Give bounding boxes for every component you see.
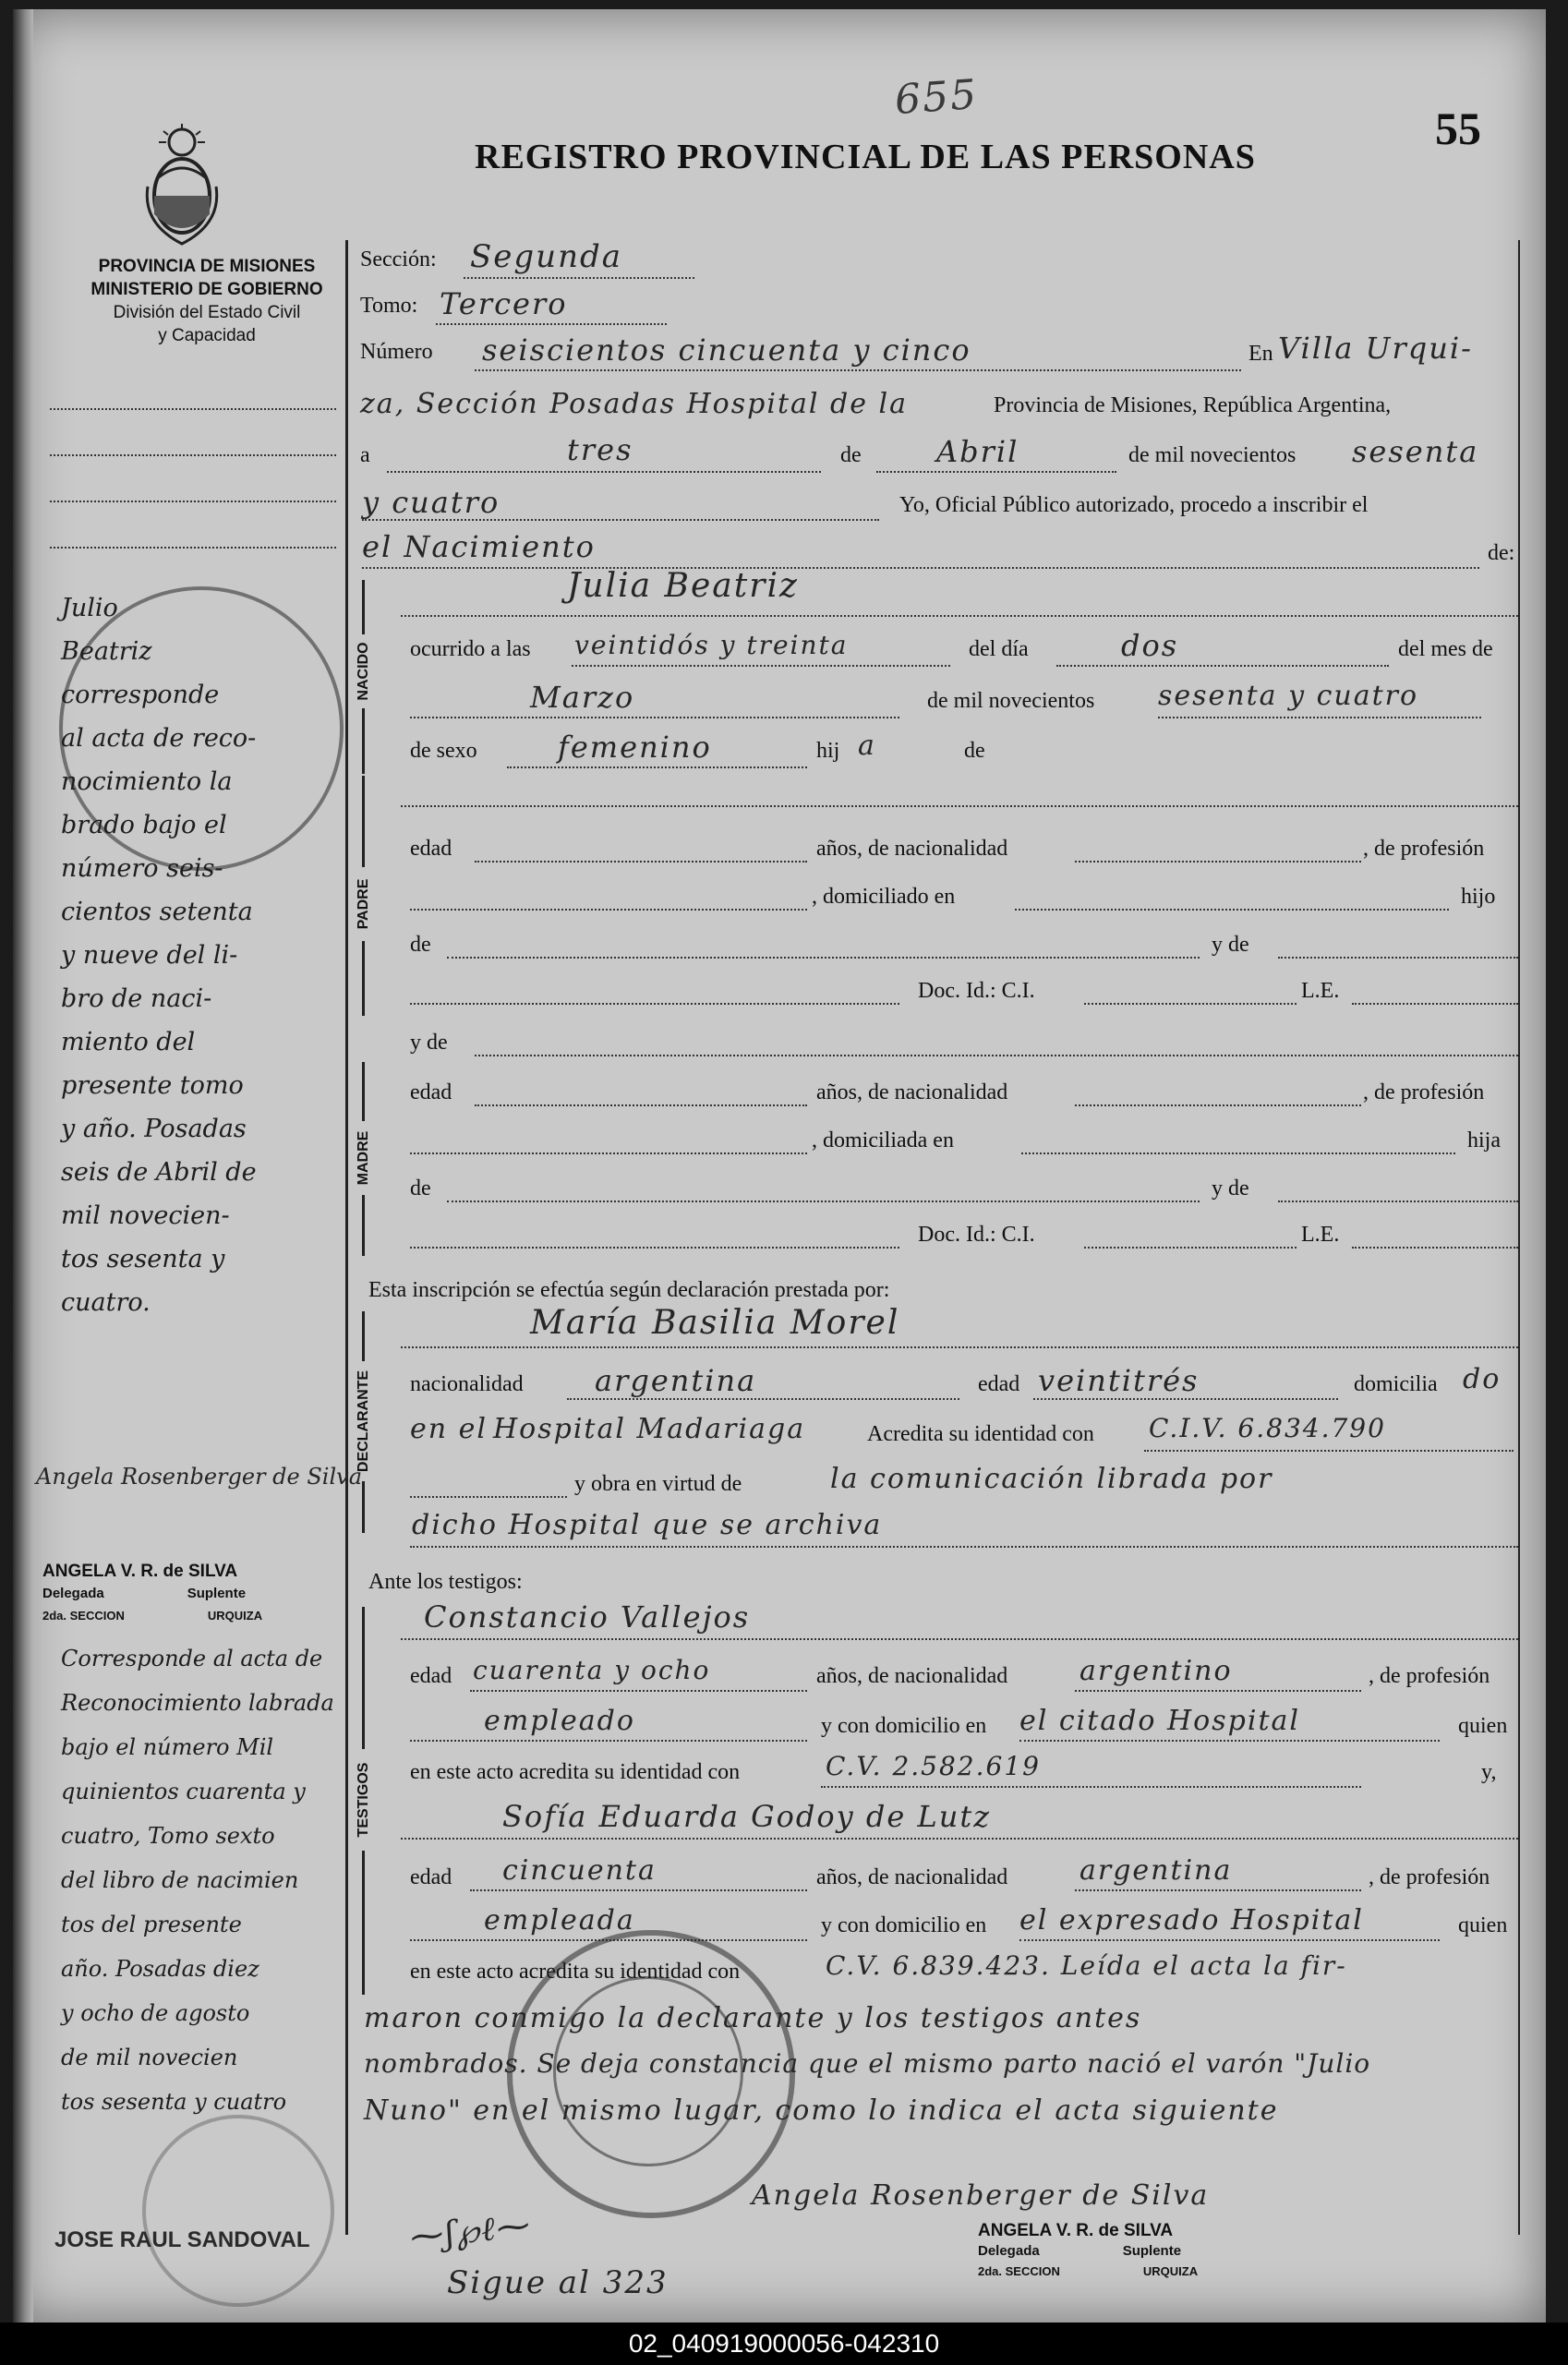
- madre-anios-label: años, de nacionalidad: [816, 1080, 1008, 1104]
- testigo1-anios-label: años, de nacionalidad: [816, 1664, 1008, 1688]
- testigo1-quien: quien: [1458, 1714, 1508, 1738]
- margin-signature-1: Angela Rosenberger de Silva: [36, 1464, 363, 1490]
- en-value: Villa Urqui-: [1278, 331, 1473, 366]
- closing-line-2: nombrados. Se deja constancia que el mismo parto nació el varón "Julio: [364, 2048, 1371, 2079]
- acredita-label: Acredita su identidad con: [867, 1422, 1094, 1446]
- tomo-label: Tomo:: [360, 294, 418, 318]
- numero-label: Número: [360, 340, 433, 364]
- testigo2-dom-label: y con domicilio en: [821, 1913, 987, 1937]
- testigo2-quien: quien: [1458, 1913, 1508, 1937]
- obra-value: la comunicación librada por: [830, 1463, 1273, 1495]
- sandoval-stamp: JOSE RAUL SANDOVAL: [54, 2227, 310, 2252]
- testigo1-name: Constancio Vallejos: [424, 1599, 751, 1635]
- de-label: de: [840, 443, 862, 467]
- hora-value: veintidós y treinta: [574, 630, 849, 660]
- stamp1-name: ANGELA V. R. de SILVA: [42, 1562, 238, 1581]
- del-mes-label: del mes de: [1398, 637, 1493, 661]
- testigos-label: TESTIGOS: [356, 1749, 372, 1851]
- a-label: a: [360, 443, 370, 467]
- officer-signature-scrawl: ⁓ʃ℘ℓ⁓: [408, 2206, 534, 2257]
- seccion-value: Segunda: [470, 238, 623, 275]
- domicilia-label: domicilia: [1354, 1372, 1438, 1396]
- padre-hijo-label: hijo: [1461, 885, 1496, 909]
- page-title: REGISTRO PROVINCIAL DE LAS PERSONAS: [475, 138, 1256, 176]
- book-binding: [13, 9, 33, 2323]
- margin-line: [50, 547, 336, 549]
- testigo1-edad-label: edad: [410, 1664, 452, 1688]
- padre-profesion-label: , de profesión: [1363, 837, 1485, 861]
- closing-line-1: maron conmigo la declarante y los testigos antes: [364, 2002, 1142, 2034]
- handwritten-ref-number: 655: [893, 70, 980, 125]
- domicilio-value: Hospital Madariaga: [493, 1413, 806, 1445]
- office-line-3: División del Estado Civil: [113, 303, 301, 322]
- madre-section: [355, 1062, 377, 1256]
- testigo2-edad-value: cincuenta: [502, 1854, 657, 1887]
- madre-de-label: de: [410, 1176, 431, 1201]
- nacido-label: NACIDO: [356, 634, 372, 708]
- yo-text: Yo, Oficial Público autorizado, procedo a inscribir el: [899, 493, 1369, 517]
- testigo2-prof-value: empleada: [484, 1904, 635, 1937]
- closing-line-3: Nuno" en el mismo lugar, como lo indica el acta siguiente: [364, 2094, 1279, 2127]
- dia-value: dos: [1121, 628, 1179, 663]
- en-prefix: en el: [410, 1413, 488, 1445]
- anio-label: de mil novecientos: [927, 689, 1095, 713]
- provincia-text: Provincia de Misiones, República Argentina,: [994, 393, 1392, 417]
- month-value: Abril: [936, 434, 1019, 469]
- testigo2-doc-value: C.V. 6.839.423. Leída el acta la fir-: [826, 1950, 1347, 1981]
- place-continuation: za, Sección Posadas Hospital de la: [360, 388, 908, 420]
- testigo1-dom-label: y con domicilio en: [821, 1714, 987, 1738]
- nacionalidad-label: nacionalidad: [410, 1372, 524, 1396]
- bottom-stamp-2: ANGELA V. R. de SILVA Delegada Suplente 2da. SECCION URQUIZA: [978, 2221, 1283, 2282]
- coat-of-arms-icon: [140, 122, 223, 251]
- sexo-label: de sexo: [410, 739, 477, 763]
- testigo2-edad-label: edad: [410, 1865, 452, 1889]
- domicilia-suffix: do: [1463, 1363, 1502, 1395]
- nacido-name: Julia Beatriz: [567, 567, 799, 605]
- stamp2-name: ANGELA V. R. de SILVA: [978, 2221, 1174, 2240]
- padre-label: PADRE: [356, 867, 372, 941]
- padre-domiciliado-label: , domiciliado en: [812, 885, 956, 909]
- declarante-name: María Basilia Morel: [530, 1304, 900, 1342]
- margin-signature-2: Angela Rosenberger de Silva: [752, 2179, 1210, 2212]
- madre-hija-label: hija: [1467, 1128, 1501, 1152]
- obra-continuation: dicho Hospital que se archiva: [412, 1509, 883, 1541]
- office-line-1: PROVINCIA DE MISIONES: [98, 257, 316, 276]
- testigo2-nac-value: argentina: [1080, 1854, 1233, 1887]
- declarante-edad-value: veintitrés: [1038, 1363, 1200, 1398]
- registry-page: [13, 9, 1546, 2323]
- testigos-section: [355, 1607, 377, 1995]
- declarante-edad-label: edad: [978, 1372, 1020, 1396]
- numero-value: seiscientos cincuenta y cinco: [482, 332, 971, 368]
- padre-de-label: de: [410, 933, 431, 957]
- seccion-label: Sección:: [360, 247, 437, 271]
- acta-value: el Nacimiento: [362, 529, 596, 564]
- margin-line: [50, 501, 336, 502]
- sexo-value: femenino: [558, 730, 712, 765]
- nacido-de-label: de: [964, 739, 985, 763]
- office-line-4: y Capacidad: [158, 326, 256, 345]
- testigo1-dom-value: el citado Hospital: [1019, 1705, 1300, 1737]
- left-margin-note-1: Julio Beatriz corresponde al acta de reco- nocimiento la brado bajo el número seis- cientos setenta y nueve del li- bro de naci- miento del presente tomo y año. Posadas seis de Abril de mil novecien- tos sesenta y cuatro.: [61, 594, 257, 1317]
- day-value: tres: [567, 432, 633, 467]
- madre-doc-label: Doc. Id.: C.I.: [918, 1223, 1035, 1247]
- nacionalidad-value: argentina: [595, 1363, 757, 1398]
- testigo2-name: Sofía Eduarda Godoy de Lutz: [502, 1799, 992, 1834]
- official-seal-inner: [553, 1976, 743, 2166]
- hij-label: hij: [816, 739, 840, 763]
- testigo2-prof-label: , de profesión: [1369, 1865, 1490, 1889]
- year-value: sesenta: [1352, 434, 1479, 469]
- testigo2-dom-value: el expresado Hospital: [1019, 1904, 1364, 1937]
- testigo1-acredita-label: en este acto acredita su identidad con: [410, 1760, 741, 1784]
- en-label: En: [1248, 342, 1273, 366]
- madre-domiciliada-label: , domiciliada en: [812, 1128, 954, 1152]
- testigo1-prof-label: , de profesión: [1369, 1664, 1490, 1688]
- margin-line: [50, 454, 336, 456]
- image-id-bar: 02_040919000056-042310: [0, 2323, 1568, 2365]
- office-line-2: MINISTERIO DE GOBIERNO: [90, 280, 323, 299]
- sigue-note: Sigue al 323: [447, 2264, 669, 2301]
- obra-label: y obra en virtud de: [574, 1472, 742, 1496]
- anio-value: sesenta y cuatro: [1158, 680, 1419, 712]
- madre-y-de-label: y de: [410, 1031, 448, 1055]
- ocurrido-label: ocurrido a las: [410, 637, 531, 661]
- testigo1-prof-value: empleado: [484, 1705, 635, 1737]
- padre-anios-label: años, de nacionalidad: [816, 837, 1008, 861]
- madre-y-de2-label: y de: [1212, 1176, 1249, 1201]
- testigo1-y: y,: [1481, 1760, 1497, 1784]
- padre-section: [355, 776, 377, 1016]
- office-heading: [50, 255, 364, 347]
- testigo2-anios-label: años, de nacionalidad: [816, 1865, 1008, 1889]
- declaracion-text: Esta inscripción se efectúa según declaración prestada por:: [368, 1278, 890, 1302]
- testigo1-edad-value: cuarenta y ocho: [473, 1655, 711, 1685]
- de-colon: de:: [1488, 541, 1515, 565]
- testigos-intro: Ante los testigos:: [368, 1570, 523, 1594]
- hij-value: a: [858, 730, 876, 762]
- padre-y-de-label: y de: [1212, 933, 1249, 957]
- testigo1-nac-value: argentino: [1080, 1655, 1233, 1687]
- testigo1-doc-value: C.V. 2.582.619: [826, 1751, 1041, 1781]
- declarante-section: [355, 1311, 377, 1533]
- declarante-doc-value: C.I.V. 6.834.790: [1149, 1413, 1386, 1443]
- faded-seal-stamp: [142, 2115, 334, 2307]
- madre-le-label: L.E.: [1301, 1223, 1340, 1247]
- madre-edad-label: edad: [410, 1080, 452, 1104]
- year-continuation: y cuatro: [362, 485, 501, 520]
- left-margin-note-2: Corresponde al acta de Reconocimiento labrada bajo el número Mil quinientos cuarenta y cuatro, Tomo sexto del libro de nacimien tos del presente año. Posadas diez y ocho de agosto de mil novecien tos sesenta y cuatro: [61, 1646, 334, 2115]
- padre-doc-label: Doc. Id.: C.I.: [918, 979, 1035, 1003]
- padre-le-label: L.E.: [1301, 979, 1340, 1003]
- del-dia-label: del día: [969, 637, 1029, 661]
- madre-label: MADRE: [356, 1121, 372, 1195]
- margin-line: [50, 408, 336, 410]
- page-number: 55: [1435, 103, 1481, 154]
- madre-profesion-label: , de profesión: [1363, 1080, 1485, 1104]
- declarante-label: DECLARANTE: [356, 1361, 372, 1481]
- mes-value: Marzo: [530, 680, 635, 715]
- nacido-section: [355, 580, 377, 774]
- margin-rule: [345, 240, 348, 2235]
- margin-stamp-1: ANGELA V. R. de SILVA Delegada Suplente 2da. SECCION URQUIZA: [42, 1561, 338, 1627]
- tomo-value: Tercero: [440, 286, 568, 321]
- year-label: de mil novecientos: [1128, 443, 1297, 467]
- right-rule: [1518, 240, 1520, 2235]
- padre-edad-label: edad: [410, 837, 452, 861]
- testigo2-acredita-label: en este acto acredita su identidad con: [410, 1960, 741, 1984]
